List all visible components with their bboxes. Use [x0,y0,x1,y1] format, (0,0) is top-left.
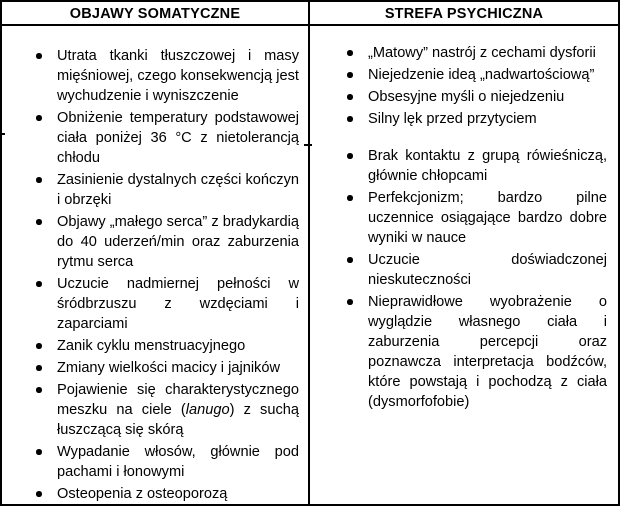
somatic-bullet-list [2,46,308,504]
column-header-psychic: STREFA PSYCHICZNA [310,2,618,26]
psychic-bullet-list-2 [310,146,618,412]
list-item: Zmiany wielkości macicy i jajników [57,358,299,378]
list-item: Silny lęk przed przytyciem [368,109,607,129]
lanugo-pre: Pojawienie się charakterystycznego meszku na ciele ( [57,382,299,418]
scan-artifact-tick [0,133,5,135]
list-item: Brak kontaktu z grupą rówieśniczą, głównie chłopcami [368,148,607,184]
list-item: Osteopenia z osteoporozą [57,484,299,504]
list-item: Uczucie doświadczonej nieskuteczności [368,252,607,288]
list-item: Objawy „małego serca” z bradykardią do 40 uderzeń/min oraz zaburzenia rytmu serca [57,214,299,270]
psychic-bullet-list-1 [310,43,618,129]
psychic-column-body [310,26,618,504]
list-item: „Matowy” nastrój z cechami dysforii [368,43,607,63]
somatic-column-body [2,26,310,504]
column-header-somatic: OBJAWY SOMATYCZNE [2,2,310,26]
list-item: Zanik cyklu menstruacyjnego [57,336,299,356]
scan-artifact-tick [304,144,312,146]
list-item: Perfekcjonizm; bardzo pilne uczennice osiągające bardzo dobre wyniki w nauce [368,190,607,246]
list-item: Obniżenie temperatury podstawowej ciała poniżej 36 °C z nietolerancją chłodu [57,110,299,166]
list-item: Uczucie nadmiernej pełności w śródbrzuszu z wzdęciami i zaparciami [57,276,299,332]
list-item: Zasinienie dystalnych części kończyn i obrzęki [57,172,299,208]
list-item: Nieprawidłowe wyobrażenie o wyglądzie własnego ciała i zaburzenia percepcji oraz poznawcza interpretacja bodźców, które powstają i pochodzą z ciała (dysmorfofobie) [368,294,607,410]
list-item: Utrata tkanki tłuszczowej i masy mięśniowej, czego konsekwencją jest wychudzenie i wyniszczenie [57,48,299,104]
list-item: Niejedzenie ideą „nadwartościową” [368,65,607,85]
list-item: Wypadanie włosów, głównie pod pachami i łonowymi [57,444,299,480]
list-item: Obsesyjne myśli o niejedzeniu [368,87,607,107]
lanugo-italic: lanugo [185,402,230,418]
list-item-lanugo [57,380,299,440]
lanugo-post: ) z suchą łuszczącą się skórą [57,402,299,438]
